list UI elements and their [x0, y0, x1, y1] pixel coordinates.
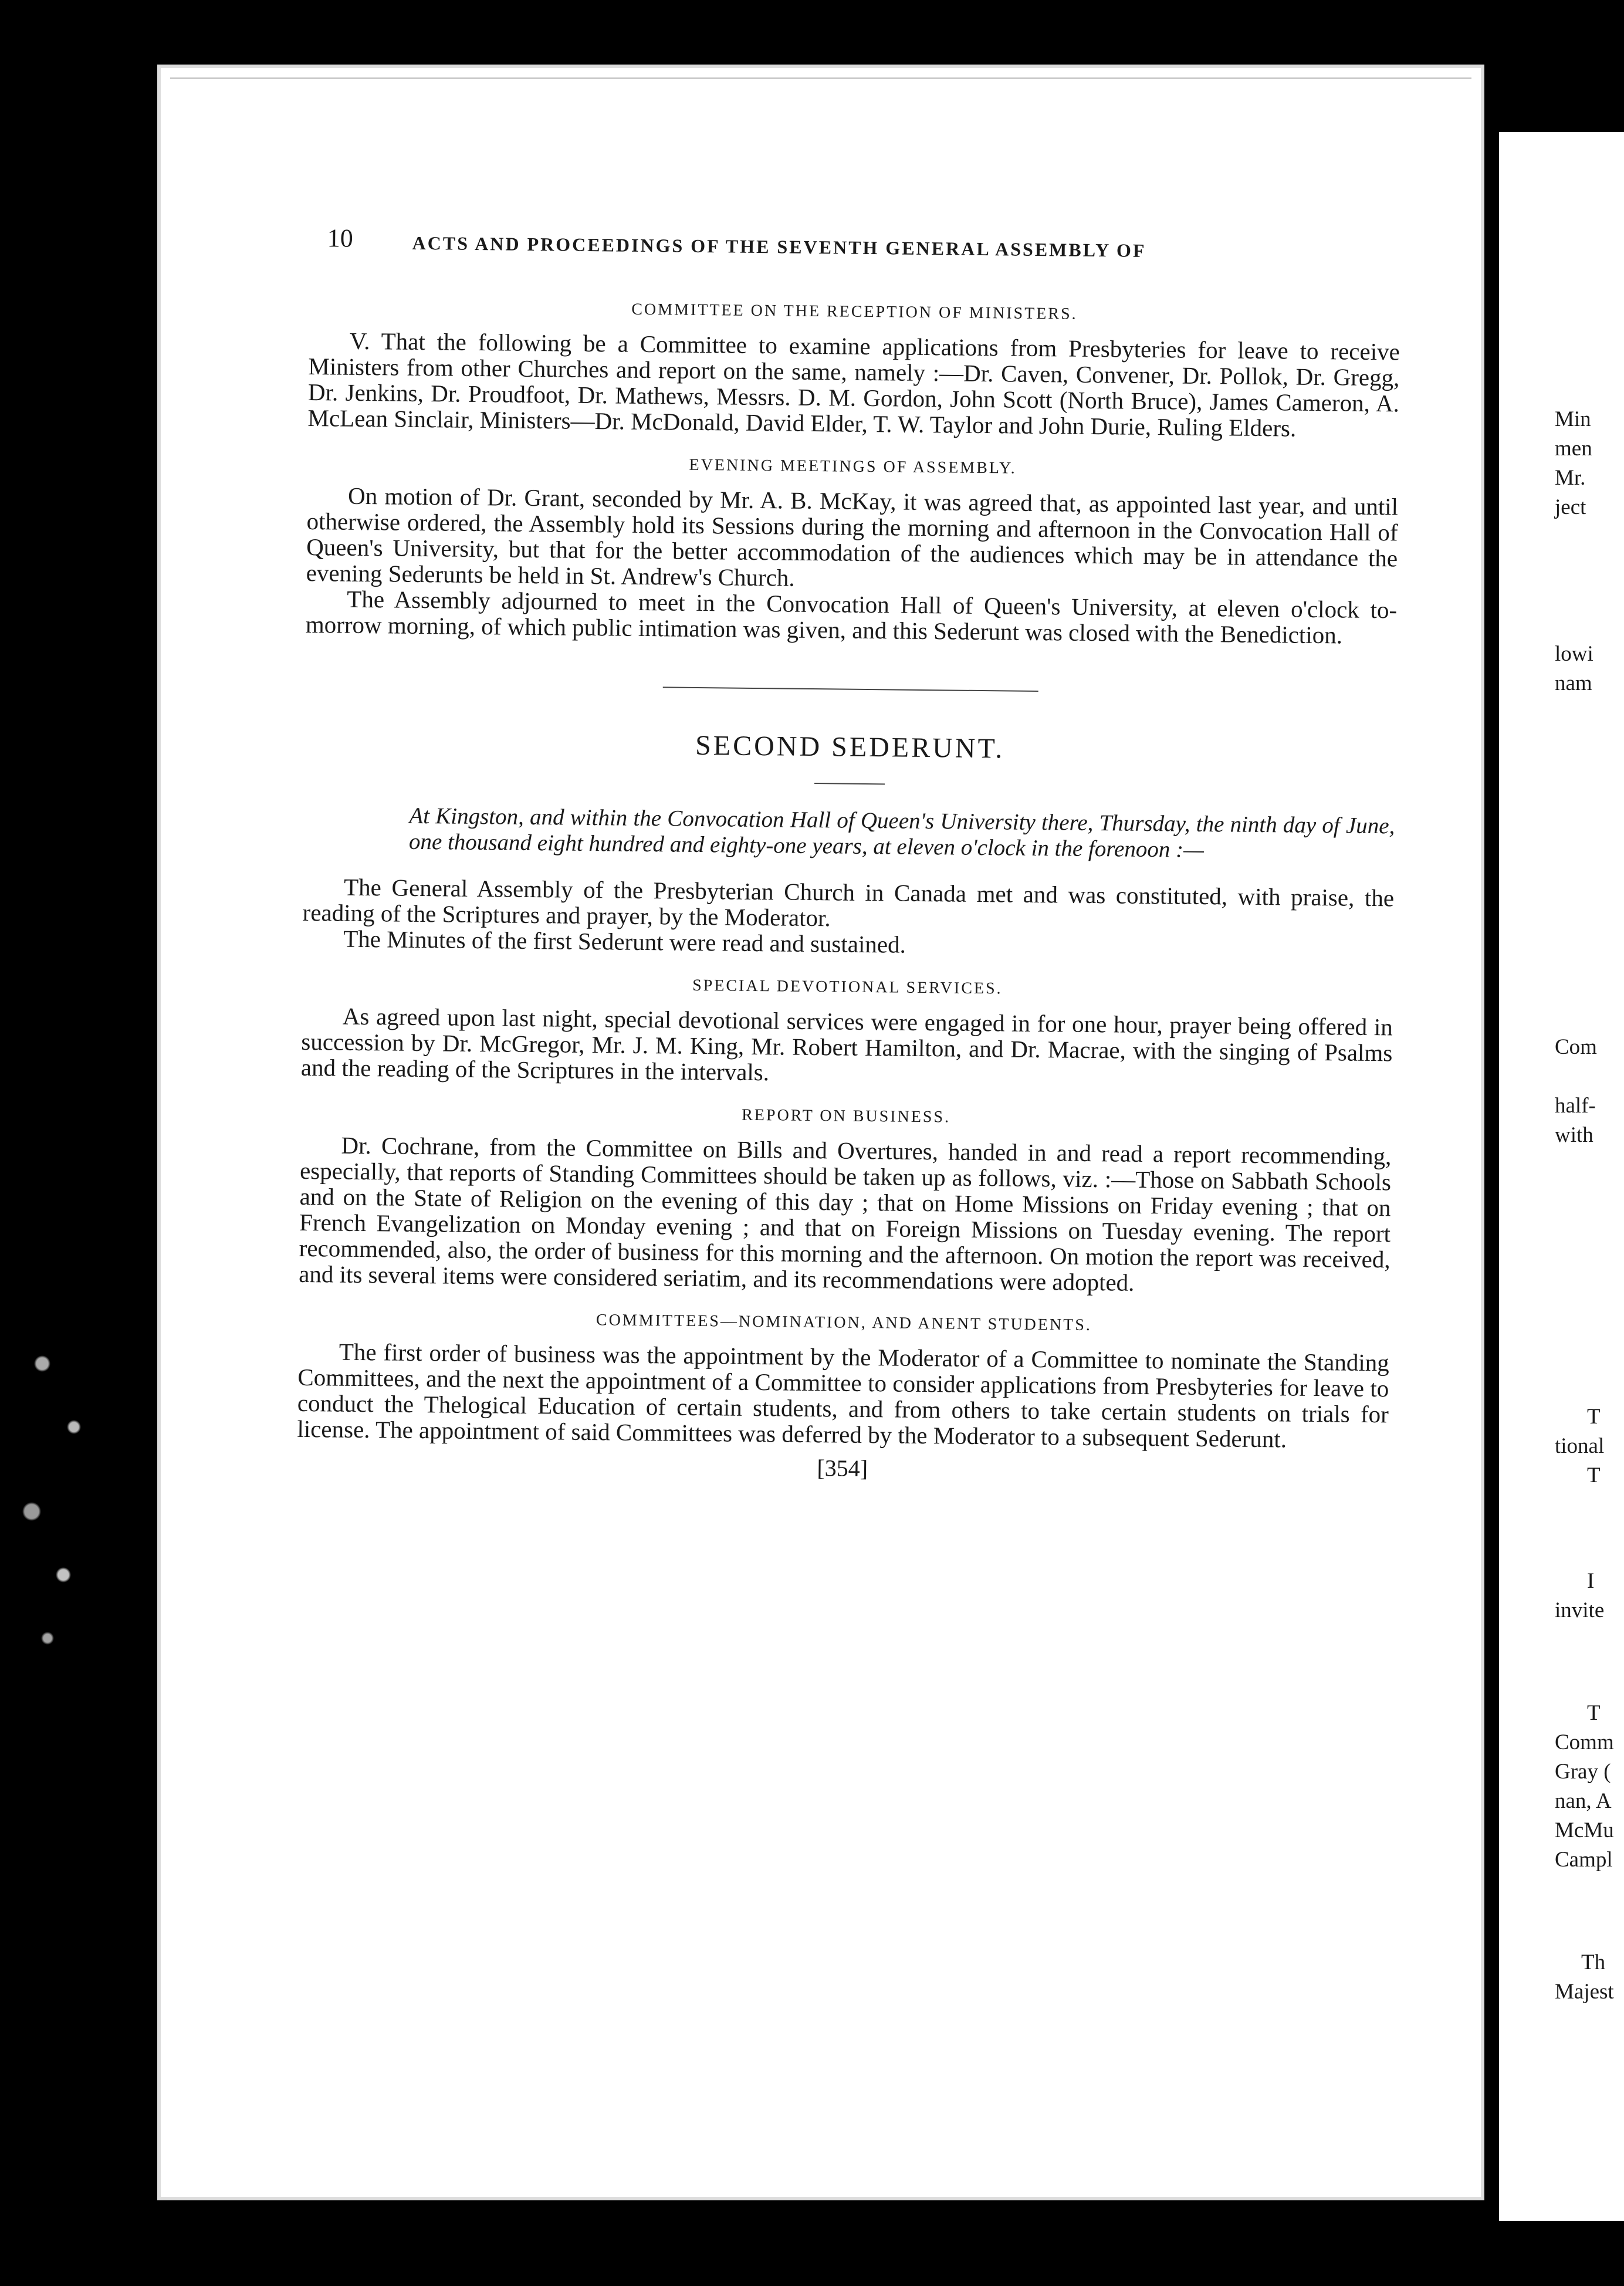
adjacent-fragment: Gray ( [1555, 1760, 1611, 1784]
adjacent-fragment: Th [1581, 1950, 1606, 1974]
adjacent-fragment: tional [1555, 1434, 1605, 1458]
section-divider [663, 687, 1038, 692]
adjacent-fragment: Min [1555, 407, 1591, 431]
section-heading-business: REPORT ON BUSINESS. [742, 1105, 951, 1127]
section-heading-reception: COMMITTEE ON THE RECEPTION OF MINISTERS. [631, 300, 1078, 323]
adjacent-fragment: T [1587, 1463, 1601, 1487]
paragraph-minutes: The Minutes of the first Sederunt were read and sustained. [343, 925, 906, 958]
adjacent-fragment: T [1587, 1405, 1601, 1429]
adjacent-fragment: Comm [1555, 1730, 1614, 1754]
section-heading-devotional: SPECIAL DEVOTIONAL SERVICES. [692, 976, 1003, 998]
section-heading-committees: COMMITTEES—NOMINATION, AND ANENT STUDENTS. [596, 1311, 1092, 1335]
paragraph-evening-1: On motion of Dr. Grant, seconded by Mr. A. B. McKay, it was agreed that, as appointed last year, and until otherwise ordered, the Assembly hold its Sessions during the morning and afternoon in the Convocation Hall of Queen's University, but that for the better accommodation of the audiences which may be in attendance the evening Sederunts be held in St. Andrew's Church. [306, 482, 1399, 591]
running-title: ACTS AND PROCEEDINGS OF THE SEVENTH GENERAL ASSEMBLY OF [412, 232, 1146, 261]
document-page [157, 65, 1484, 2200]
scan-edge-artifact [0, 1279, 106, 1702]
paragraph-constituted: The General Assembly of the Presbyterian Church in Canada met and was constituted, with praise, the reading of the Scriptures and prayer, by the Moderator. [302, 873, 1395, 932]
adjacent-fragment: nam [1555, 671, 1592, 695]
sederunt-place: At Kingston, and within the Convocation Hall of Queen's University there, Thursday, the ninth day of June, one thousand eight hundred and eighty-one years, at eleven o'clock in the forenoon :— [408, 803, 1395, 863]
adjacent-fragment: invite [1555, 1598, 1605, 1622]
adjacent-fragment: T [1587, 1701, 1601, 1725]
adjacent-fragment: Com [1555, 1035, 1597, 1059]
adjacent-fragment: McMu [1555, 1818, 1614, 1842]
adjacent-fragment: ject [1555, 495, 1586, 519]
adjacent-fragment: men [1555, 437, 1592, 461]
paragraph-business: Dr. Cochrane, from the Committee on Bills and Overtures, handed in and read a report recommending, especially, that reports of Standing Committees should be taken up as follows, viz. :—Those on Sabbath Schools and on the State of Religion on the evening of this day ; that on Home Missions on Friday evening ; that on French Evangelization on Monday evening ; and that on Foreign Missions on Tuesday evening. The report recommended, also, the order of business for this morning and the afternoon. On motion the report was received, and its several items were considered seriatim, and its recommendations were adopted. [299, 1131, 1392, 1296]
page-number: 10 [327, 224, 353, 253]
paragraph-evening-2: The Assembly adjourned to meet in the Convocation Hall of Queen's University, at eleven o'clock to-morrow morning, of which public intimation was given, and this Sederunt was closed with the Benediction. [305, 585, 1398, 649]
title-rule [814, 783, 885, 784]
adjacent-fragment: Majest [1555, 1980, 1614, 2004]
page-marker: [354] [817, 1455, 868, 1482]
adjacent-fragment: nan, A [1555, 1789, 1612, 1813]
running-header [309, 223, 1401, 287]
paragraph-devotional: As agreed upon last night, special devotional services were engaged in for one hour, prayer being offered in succession by Dr. McGregor, Mr. J. M. King, Mr. Robert Hamilton, and Dr. Macrae, with the singing of Psalms and the reading of the Scriptures in the intervals. [300, 1002, 1393, 1086]
adjacent-fragment: Mr. [1555, 466, 1586, 490]
paragraph-reception: V. That the following be a Committee to examine applications from Presbyteries for leave to receive Ministers from other Churches and report on the same, namely :—Dr. Caven, Convener, Dr. Pollok, Dr. Gregg, Dr. Jenkins, Dr. Proudfoot, Dr. Mathews, Messrs. D. M. Gordon, John Scott (North Bruce), James Cameron, A. McLean Sinclair, Ministers—Dr. McDonald, David Elder, T. W. Taylor and John Durie, Ruling Elders. [307, 327, 1400, 442]
adjacent-page [1499, 132, 1624, 2221]
adjacent-fragment: Campl [1555, 1848, 1613, 1872]
section-heading-evening: EVENING MEETINGS OF ASSEMBLY. [689, 455, 1017, 478]
adjacent-fragment: half- [1555, 1094, 1596, 1118]
sederunt-title: SECOND SEDERUNT. [695, 729, 1005, 765]
adjacent-fragment: with [1555, 1123, 1593, 1147]
page-content [297, 223, 1401, 1487]
paragraph-committees: The first order of business was the appointment by the Moderator of a Committee to nominate the Standing Committees, and the next the appointment of a Committee to consider applications from Presbyteries for leave to conduct the Thelogical Education of certain students, and from others to take certain students on trials for license. The appointment of said Committees was deferred by the Moderator to a subsequent Sederunt. [297, 1338, 1390, 1453]
adjacent-fragment: I [1587, 1569, 1595, 1593]
adjacent-fragment: lowi [1555, 642, 1593, 666]
